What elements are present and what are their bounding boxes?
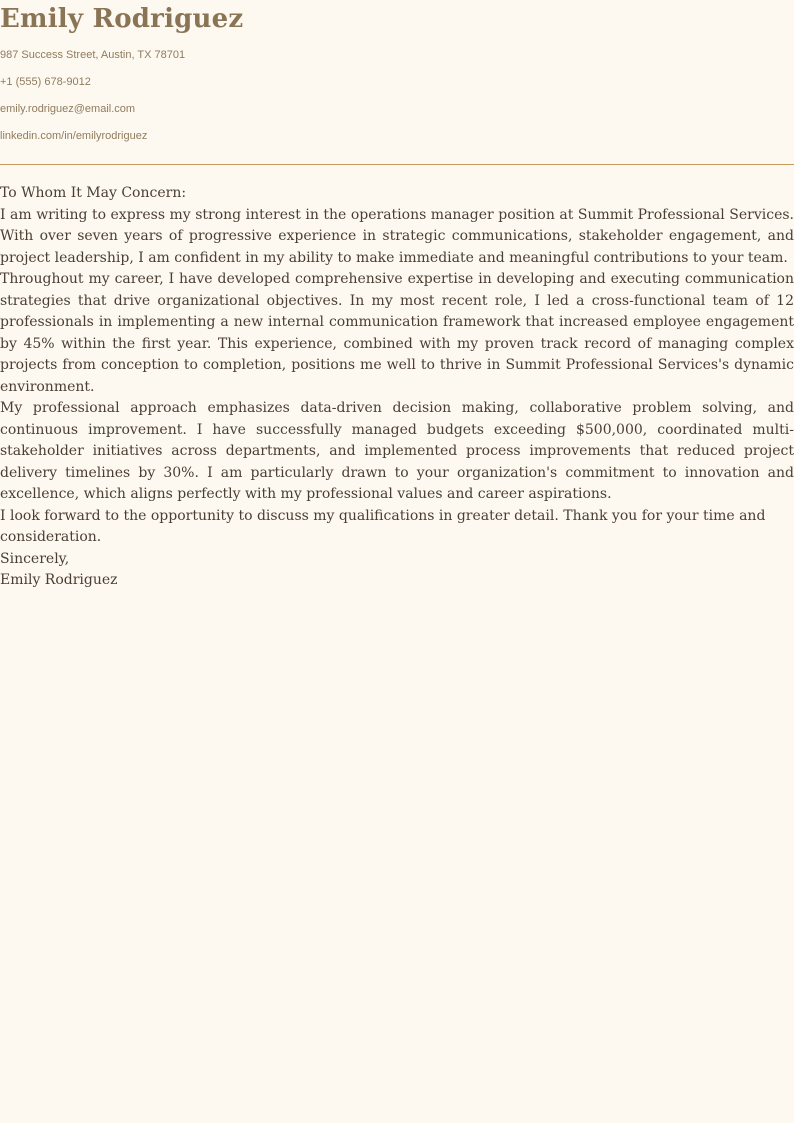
signature-name: Emily Rodriguez: [0, 572, 118, 589]
closing-salutation: Sincerely,: [0, 550, 70, 567]
letter-header: [0, 4, 794, 143]
body-paragraph-4: I look forward to the opportunity to discuss my qualifications in greater detail. Thank you for your time and consideration.: [0, 507, 766, 546]
body-paragraph-3: My professional approach emphasizes data-driven decision making, collaborative problem solving, and continuous improvement. I have successfully managed budgets exceeding $500,000, coordinated multi-stakeholder initiatives across departments, and implemented process improvements that reduced project delivery timelines by 30%. I am particularly drawn to your organization's commitment to innovation and excellence, which aligns perfectly with my professional values and career aspirations.: [0, 400, 794, 503]
contact-linkedin: linkedin.com/in/emilyrodriguez: [0, 130, 148, 143]
body-paragraph-1: I am writing to express my strong interest in the operations manager position at Summit Professional Services. With over seven years of progressive experience in strategic communications, stakeholder engagement, and project leadership, I am confident in my ability to make immediate and meaningful contributions to your team.: [0, 206, 794, 266]
letter-body: [0, 183, 794, 592]
contact-email: emily.rodriguez@email.com: [0, 103, 136, 116]
contact-phone: +1 (555) 678-9012: [0, 76, 91, 89]
applicant-name: Emily Rodriguez: [0, 4, 244, 34]
header-divider: [0, 164, 794, 165]
contact-address: 987 Success Street, Austin, TX 78701: [0, 49, 186, 62]
salutation: To Whom It May Concern:: [0, 185, 187, 202]
body-paragraph-2: Throughout my career, I have developed comprehensive expertise in developing and executing communication strategies that drive organizational objectives. In my most recent role, I led a cross-functional team of 12 professionals in implementing a new internal communication framework that increased employee engagement by 45% within the first year. This experience, combined with my proven track record of managing complex projects from conception to completion, positions me well to thrive in Summit Professional Services's dynamic environment.: [0, 271, 794, 395]
